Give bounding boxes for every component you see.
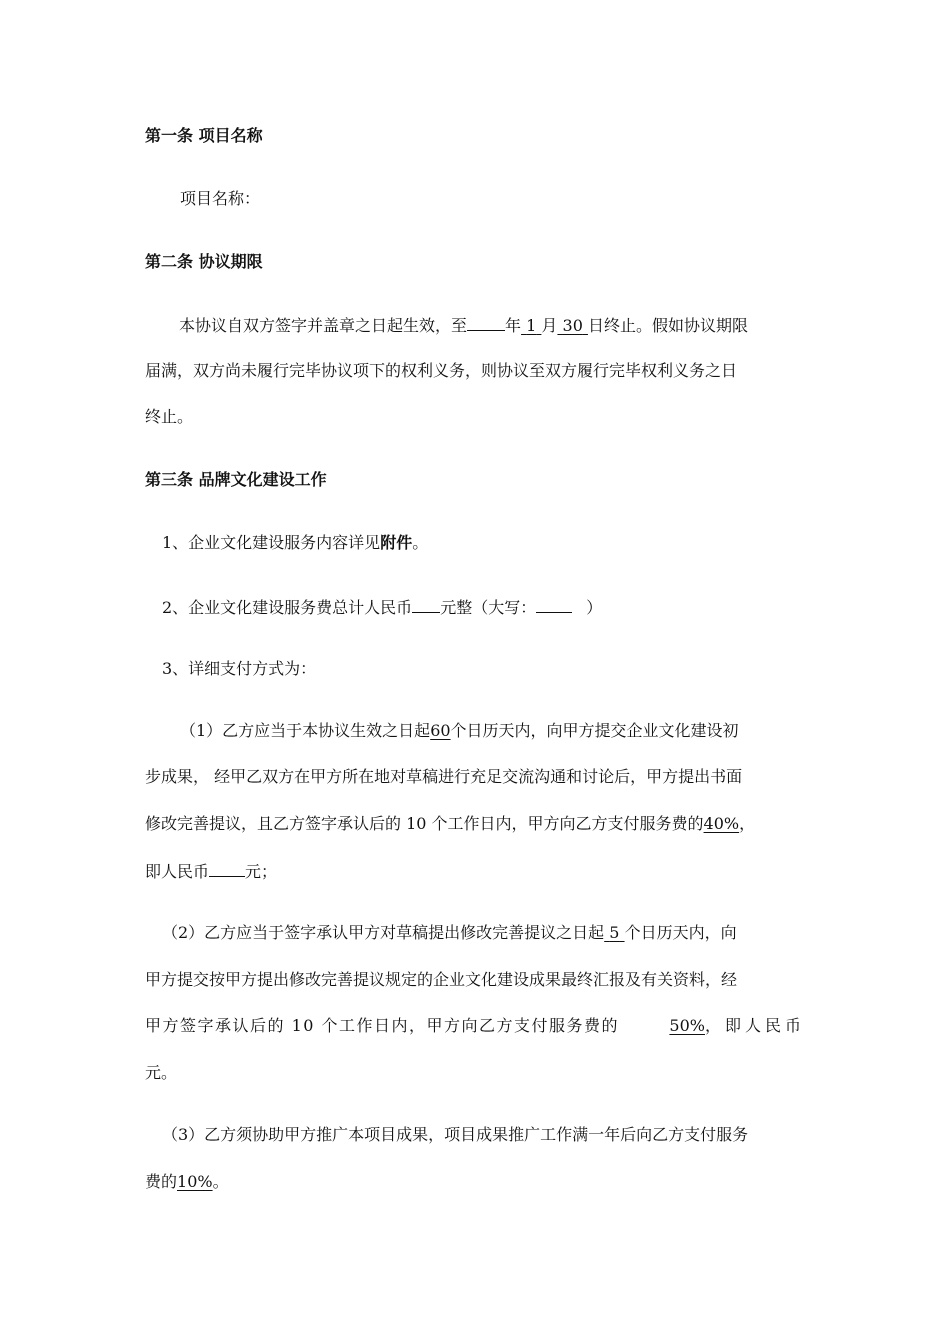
amount-blank [412,596,440,613]
item-2-close: ） [586,598,603,617]
payment-3-text-a: 费的 [145,1172,178,1191]
day-value [557,316,588,335]
payment-2-line-1 [162,923,737,943]
term-text-end: 日终止。假如协议期限 [587,316,748,335]
month-value [521,316,541,335]
item-3: 3、详细支付方式为： [162,659,317,678]
article-2-heading: 第二条 协议期限 [145,252,263,271]
item-2-text-b: 元整（大写： [440,598,537,617]
amount-words-blank [536,596,572,613]
project-name-label: 项目名称： [180,189,261,208]
day-number: 30 [562,316,583,335]
payment-1-line-4 [145,860,277,882]
payment-2-text-d: ，即人民币 [704,1016,805,1035]
payment-2-line-3 [145,1016,805,1036]
payment-1-amount-blank [209,860,245,877]
article-1-heading: 第一条 项目名称 [145,126,263,145]
payment-2-text-c: 甲方签字承认后的 10 个工作日内，甲方向乙方支付服务费的 [145,1016,620,1035]
payment-2-text-a: （2）乙方应当于签字承认甲方对草稿提出修改完善提议之日起 [162,923,605,942]
payment-3-percent: 10% [177,1172,213,1191]
item-1 [162,533,428,553]
attachment-ref: 附件 [380,533,413,552]
payment-1-percent: 40% [703,814,740,833]
payment-2-pct-wrap [669,1016,805,1036]
payment-2-days: 5 [609,923,620,942]
payment-1-text-d: 即人民币 [145,862,210,881]
payment-3-period: 。 [212,1172,229,1191]
term-line-3: 终止。 [145,407,194,426]
payment-1-line-2: 步成果， 经甲乙双方在甲方所在地对草稿进行充足交流沟通和讨论后，甲方提出书面 [145,767,743,786]
term-text-start: 本协议自双方签字并盖章之日起生效，至 [179,316,468,335]
month-label: 月 [541,316,558,335]
payment-1-comma: ， [739,814,756,833]
item-1-period: 。 [412,533,429,552]
payment-3-line-2 [145,1172,229,1192]
article-3-heading: 第三条 品牌文化建设工作 [145,470,327,489]
payment-1-text-b: 个日历天内，向甲方提交企业文化建设初 [450,721,739,740]
payment-1-days: 60 [430,721,451,740]
payment-2-days-wrap [604,923,624,942]
payment-1-line-3 [145,814,755,834]
payment-2-line-4: 元。 [145,1063,178,1082]
payment-1-line-1 [180,721,739,741]
year-blank [467,314,505,331]
item-2-text: 2、企业文化建设服务费总计人民币 [162,598,413,617]
payment-1-text-e: 元； [245,862,278,881]
month-number: 1 [526,316,537,335]
payment-2-percent: 50% [669,1016,705,1035]
item-2 [162,596,602,618]
payment-1-text-a: （1）乙方应当于本协议生效之日起 [180,721,431,740]
payment-2-line-2: 甲方提交按甲方提出修改完善提议规定的企业文化建设成果最终汇报及有关资料，经 [145,970,738,989]
payment-1-text-c: 修改完善提议，且乙方签字承认后的 10 个工作日内，甲方向乙方支付服务费的 [145,814,704,833]
payment-3-line-1: （3）乙方须协助甲方推广本项目成果，项目成果推广工作满一年后向乙方支付服务 [162,1125,749,1144]
year-label: 年 [505,316,522,335]
item-1-text: 1、企业文化建设服务内容详见 [162,533,381,552]
payment-2-text-b: 个日历天内，向 [624,923,737,942]
term-line-2: 届满，双方尚未履行完毕协议项下的权利义务，则协议至双方履行完毕权利义务之日 [145,361,738,380]
term-line-1 [179,314,748,336]
